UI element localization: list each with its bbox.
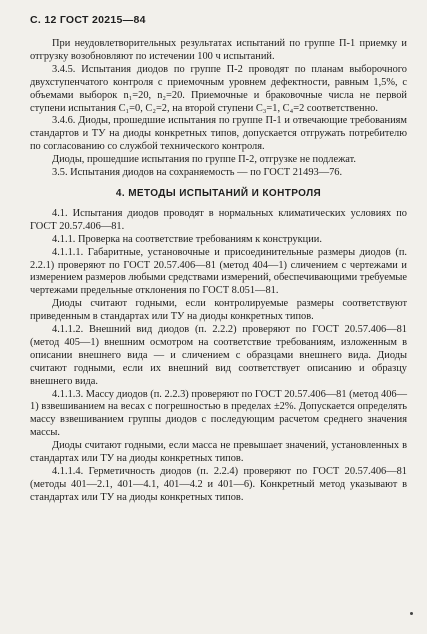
paragraph: 3.5. Испытания диодов на сохраняемость — по ГОСТ 21493—76. <box>52 167 343 179</box>
section-title: 4. МЕТОДЫ ИСПЫТАНИЙ И КОНТРОЛЯ <box>115 187 322 199</box>
paragraph: 4.1.1.4. Герметичность диодов (п. 2.2.4) проверяют по ГОСТ 20.57.406—81 (методы 401—2.1, 401—4.1, 401—4.2 и 401—6). Конкретный метод указывают в стандартах или ТУ на диоды конкретных типов. <box>30 466 407 503</box>
paragraph: 3.4.5. Испытания диодов по группе П-2 проводят по планам выборочного двухступенчатого контроля с приемочным уровнем дефектности, равным 1,5%, с объемами выборок n₁=20, n₂=20. Приемочные и браковочные числа не первой ступени испытания C₁=0, C₂=2, на второй ступени C₃=1, C₄=2 соответственно. <box>30 63 407 114</box>
paragraph: 3.4.6. Диоды, прошедшие испытания по группе П-1 и отвечающие требованиям стандартов и ТУ на диоды конкретных типов, допускается отгружать потребителю по согласованию со службой технического контроля. <box>30 115 407 153</box>
paragraph: Диоды считают годными, если масса не превышает значений, установленных в стандартах или ТУ на диоды конкретных типов. <box>30 440 407 465</box>
paragraph: Диоды, прошедшие испытания по группе П-2, отгрузке не подлежат. <box>52 154 356 166</box>
paragraph: 4.1.1.2. Внешний вид диодов (п. 2.2.2) проверяют по ГОСТ 20.57.406—81 (метод 405—1) внешним осмотром на соответствие требованиям, изложенным в описании внешнего вида — и сличением с образцами внешнего вида. Диоды считают годными, если их внешний вид соответствует описанию и образцу внешнего вида. <box>30 324 407 387</box>
document-body <box>30 38 407 505</box>
paragraph: 4.1.1.1. Габаритные, установочные и присоединительные размеры диодов (п. 2.2.1) проверяют по ГОСТ 20.57.406—81 (метод 404—1) сличением с чертежами и измерением размеров любыми средствами измерений, обеспечивающими требуемые чертежами предельные отклонения по ГОСТ 8.051—81. <box>30 246 407 297</box>
scan-mark <box>410 612 413 615</box>
paragraph: Диоды считают годными, если контролируемые размеры соответствуют приведенным в стандартах или ТУ на диоды конкретных типов. <box>30 298 407 323</box>
paragraph: 4.1.1. Проверка на соответствие требованиям к конструкции. <box>52 233 322 245</box>
page-header: С. 12 ГОСТ 20215—84 <box>30 14 146 26</box>
paragraph: 4.1.1.3. Массу диодов (п. 2.2.3) проверяют по ГОСТ 20.57.406—81 (метод 406—1) взвешиванием на весах с погрешностью в пределах ±2%. Допускается определять массу взвешиванием группы диодов с последующим расчетом среднего значения массы. <box>30 388 407 439</box>
paragraph: При неудовлетворительных результатах испытаний по группе П-1 приемку и отгрузку возобновляют по истечении 100 ч испытаний. <box>30 38 407 62</box>
paragraph: 4.1. Испытания диодов проводят в нормальных климатических условиях по ГОСТ 20.57.406—81. <box>30 207 407 232</box>
